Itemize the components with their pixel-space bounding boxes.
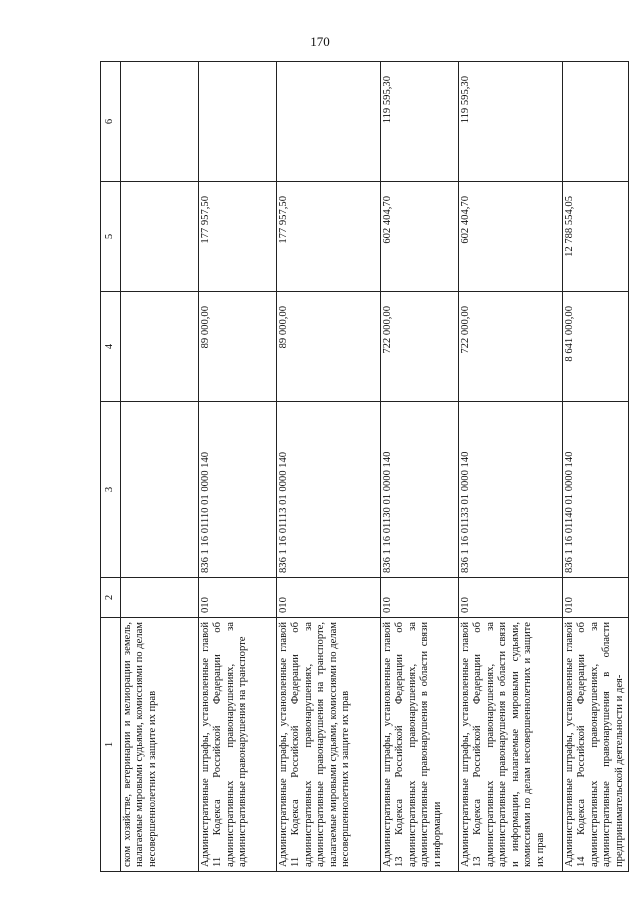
row-code: [120, 402, 198, 578]
row-name: Административные штрафы, установленные главой 14 Кодекса Российской Федерации об административных правонарушениях, за административные правонарушения в области предпринимательской деятельности и дея-: [562, 618, 628, 872]
row-col6: [120, 62, 198, 182]
header-cell-5: 5: [101, 182, 121, 292]
table-row: [562, 62, 628, 872]
row-col6: [198, 62, 276, 182]
row-name: Административные штрафы, установленные главой 13 Кодекса Российской Федерации об административных правонарушениях, за административные правонарушения в области связи и информации, налагаемые мировыми судьями, комиссиями по делам несовершеннолетних и защите их прав: [458, 618, 562, 872]
row-col5: [120, 182, 198, 292]
row-code: 836 1 16 01113 01 0000 140: [276, 402, 380, 578]
table-row: [120, 62, 198, 872]
row-name: Административные штрафы, установленные главой 11 Кодекса Российской Федерации об административных правонарушениях, за административные правонарушения на транспорте: [198, 618, 276, 872]
row-col4: [120, 292, 198, 402]
row-col4: 8 641 000,00: [562, 292, 628, 402]
row-col5: 602 404,70: [458, 182, 562, 292]
header-cell-1: 1: [101, 618, 121, 872]
header-cell-3: 3: [101, 402, 121, 578]
row-col2: 010: [562, 578, 628, 618]
header-cell-4: 4: [101, 292, 121, 402]
page-number: 170: [310, 34, 330, 49]
rotated-table-wrapper: [100, 62, 628, 872]
row-col6: 119 595,30: [380, 62, 458, 182]
budget-table: [100, 61, 629, 872]
table-row: [458, 62, 562, 872]
row-col4: 89 000,00: [276, 292, 380, 402]
row-col2: 010: [276, 578, 380, 618]
header-row: [101, 62, 121, 872]
row-code: 836 1 16 01133 01 0000 140: [458, 402, 562, 578]
row-col4: 722 000,00: [458, 292, 562, 402]
row-col2: 010: [380, 578, 458, 618]
row-col2: 010: [458, 578, 562, 618]
row-name: ском хозяйстве, ветеринарии и мелиорации земель, налагаемые мировыми судьями, комиссиями по делам несовершеннолетних и защите их прав: [120, 618, 198, 872]
row-col4: 722 000,00: [380, 292, 458, 402]
row-name: Административные штрафы, установленные главой 11 Кодекса Российской Федерации об административных правонарушениях, за административные правонарушения на транспорте, налагаемые мировыми судьями, комиссиями по делам несовершеннолетних и защите их прав: [276, 618, 380, 872]
row-code: 836 1 16 01140 01 0000 140: [562, 402, 628, 578]
table-row: [380, 62, 458, 872]
row-col5: 177 957,50: [198, 182, 276, 292]
row-name: Административные штрафы, установленные главой 13 Кодекса Российской Федерации об административных правонарушениях, за административные правонарушения в области связи и информации: [380, 618, 458, 872]
table-body: [101, 62, 629, 872]
row-col2: [120, 578, 198, 618]
row-col2: 010: [198, 578, 276, 618]
row-col6: 119 595,30: [458, 62, 562, 182]
row-code: 836 1 16 01110 01 0000 140: [198, 402, 276, 578]
row-col6: [562, 62, 628, 182]
row-col5: 602 404,70: [380, 182, 458, 292]
header-cell-6: 6: [101, 62, 121, 182]
row-code: 836 1 16 01130 01 0000 140: [380, 402, 458, 578]
row-col5: 177 957,50: [276, 182, 380, 292]
row-col5: 12 788 554,05: [562, 182, 628, 292]
row-col6: [276, 62, 380, 182]
table-row: [198, 62, 276, 872]
header-cell-2: 2: [101, 578, 121, 618]
table-row: [276, 62, 380, 872]
row-col4: 89 000,00: [198, 292, 276, 402]
